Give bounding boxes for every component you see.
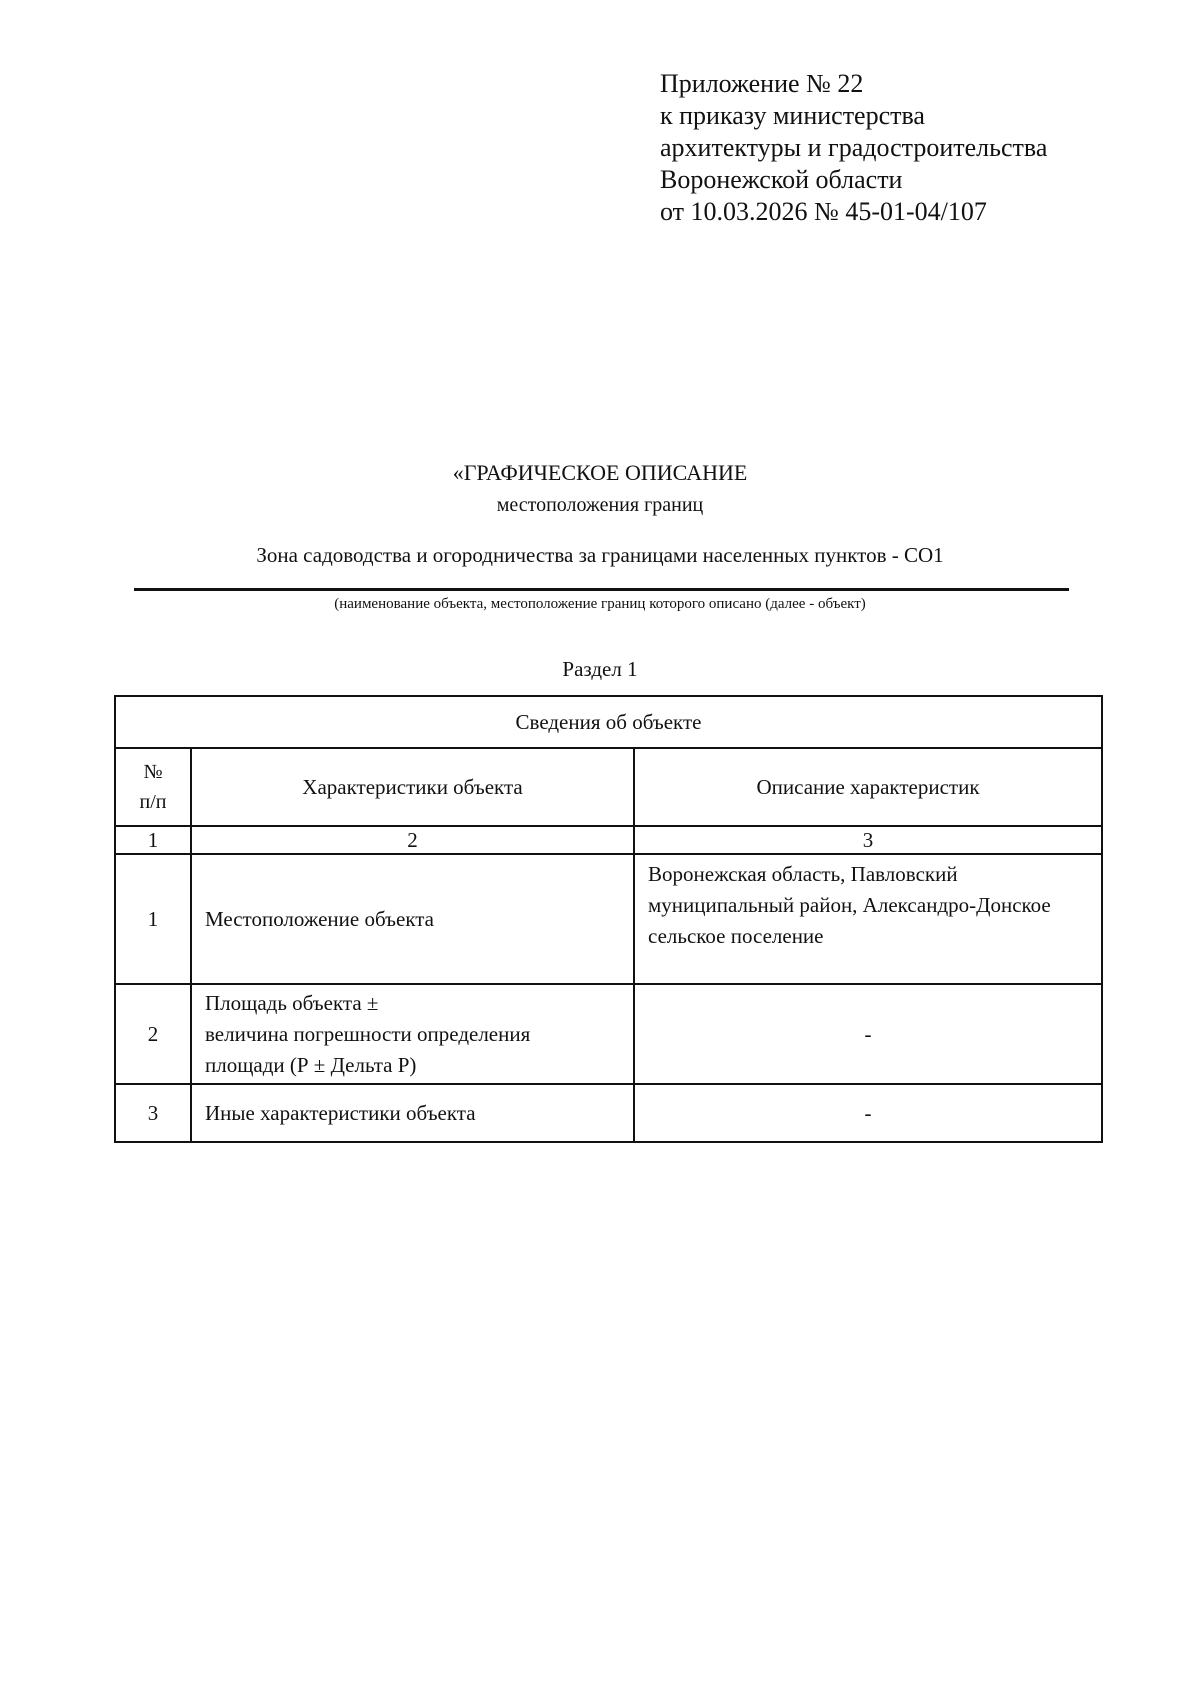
row-description: Воронежская область, Павловский муниципальный район, Александро-Донское сельское поселение [634, 854, 1102, 984]
appendix-number: Приложение № 22 [660, 69, 864, 98]
column-header-number-abbr: п/п [139, 791, 167, 813]
table-column-index-row [115, 826, 1102, 854]
row-characteristic-line: Площадь объекта ± [205, 990, 379, 1015]
table-row [115, 854, 1102, 984]
column-header-characteristics: Характеристики объекта [191, 748, 634, 826]
object-name-caption: (наименование объекта, местоположение границ которого описано (далее - объект) [334, 596, 866, 612]
row-characteristic-line: площади (Р ± Дельта Р) [205, 1052, 417, 1077]
row-description: - [634, 984, 1102, 1084]
object-name: Зона садоводства и огородничества за границами населенных пунктов - СО1 [256, 543, 944, 567]
column-index: 3 [634, 826, 1102, 854]
column-header-number-sign: № [143, 761, 163, 783]
appendix-date-number: от 10.03.2026 № 45-01-04/107 [660, 197, 987, 226]
row-number: 3 [115, 1084, 191, 1142]
column-header-description: Описание характеристик [634, 748, 1102, 826]
row-characteristic: Местоположение объекта [191, 854, 634, 984]
row-number: 1 [115, 854, 191, 984]
table-column-headers [115, 748, 1102, 826]
column-index: 1 [115, 826, 191, 854]
section-title: Раздел 1 [562, 657, 638, 681]
object-name-underline [134, 588, 1069, 591]
table-header: Сведения об объекте [115, 696, 1102, 748]
appendix-header [660, 68, 1047, 228]
appendix-order-ref: к приказу министерства [660, 101, 925, 130]
row-number: 2 [115, 984, 191, 1084]
document-subtitle: местоположения границ [496, 494, 704, 516]
row-characteristic: Иные характеристики объекта [191, 1084, 634, 1142]
table-row [115, 984, 1102, 1084]
document-title: «ГРАФИЧЕСКОЕ ОПИСАНИЕ [452, 460, 748, 485]
column-header-number [115, 748, 191, 826]
object-info-table [114, 695, 1103, 1143]
table-row [115, 1084, 1102, 1142]
table-header-row [115, 696, 1102, 748]
appendix-region: Воронежской области [660, 165, 903, 194]
appendix-ministry: архитектуры и градостроительства [660, 133, 1048, 162]
row-characteristic-line: величина погрешности определения [205, 1021, 531, 1046]
row-description: - [634, 1084, 1102, 1142]
column-index: 2 [191, 826, 634, 854]
row-characteristic [191, 984, 634, 1084]
